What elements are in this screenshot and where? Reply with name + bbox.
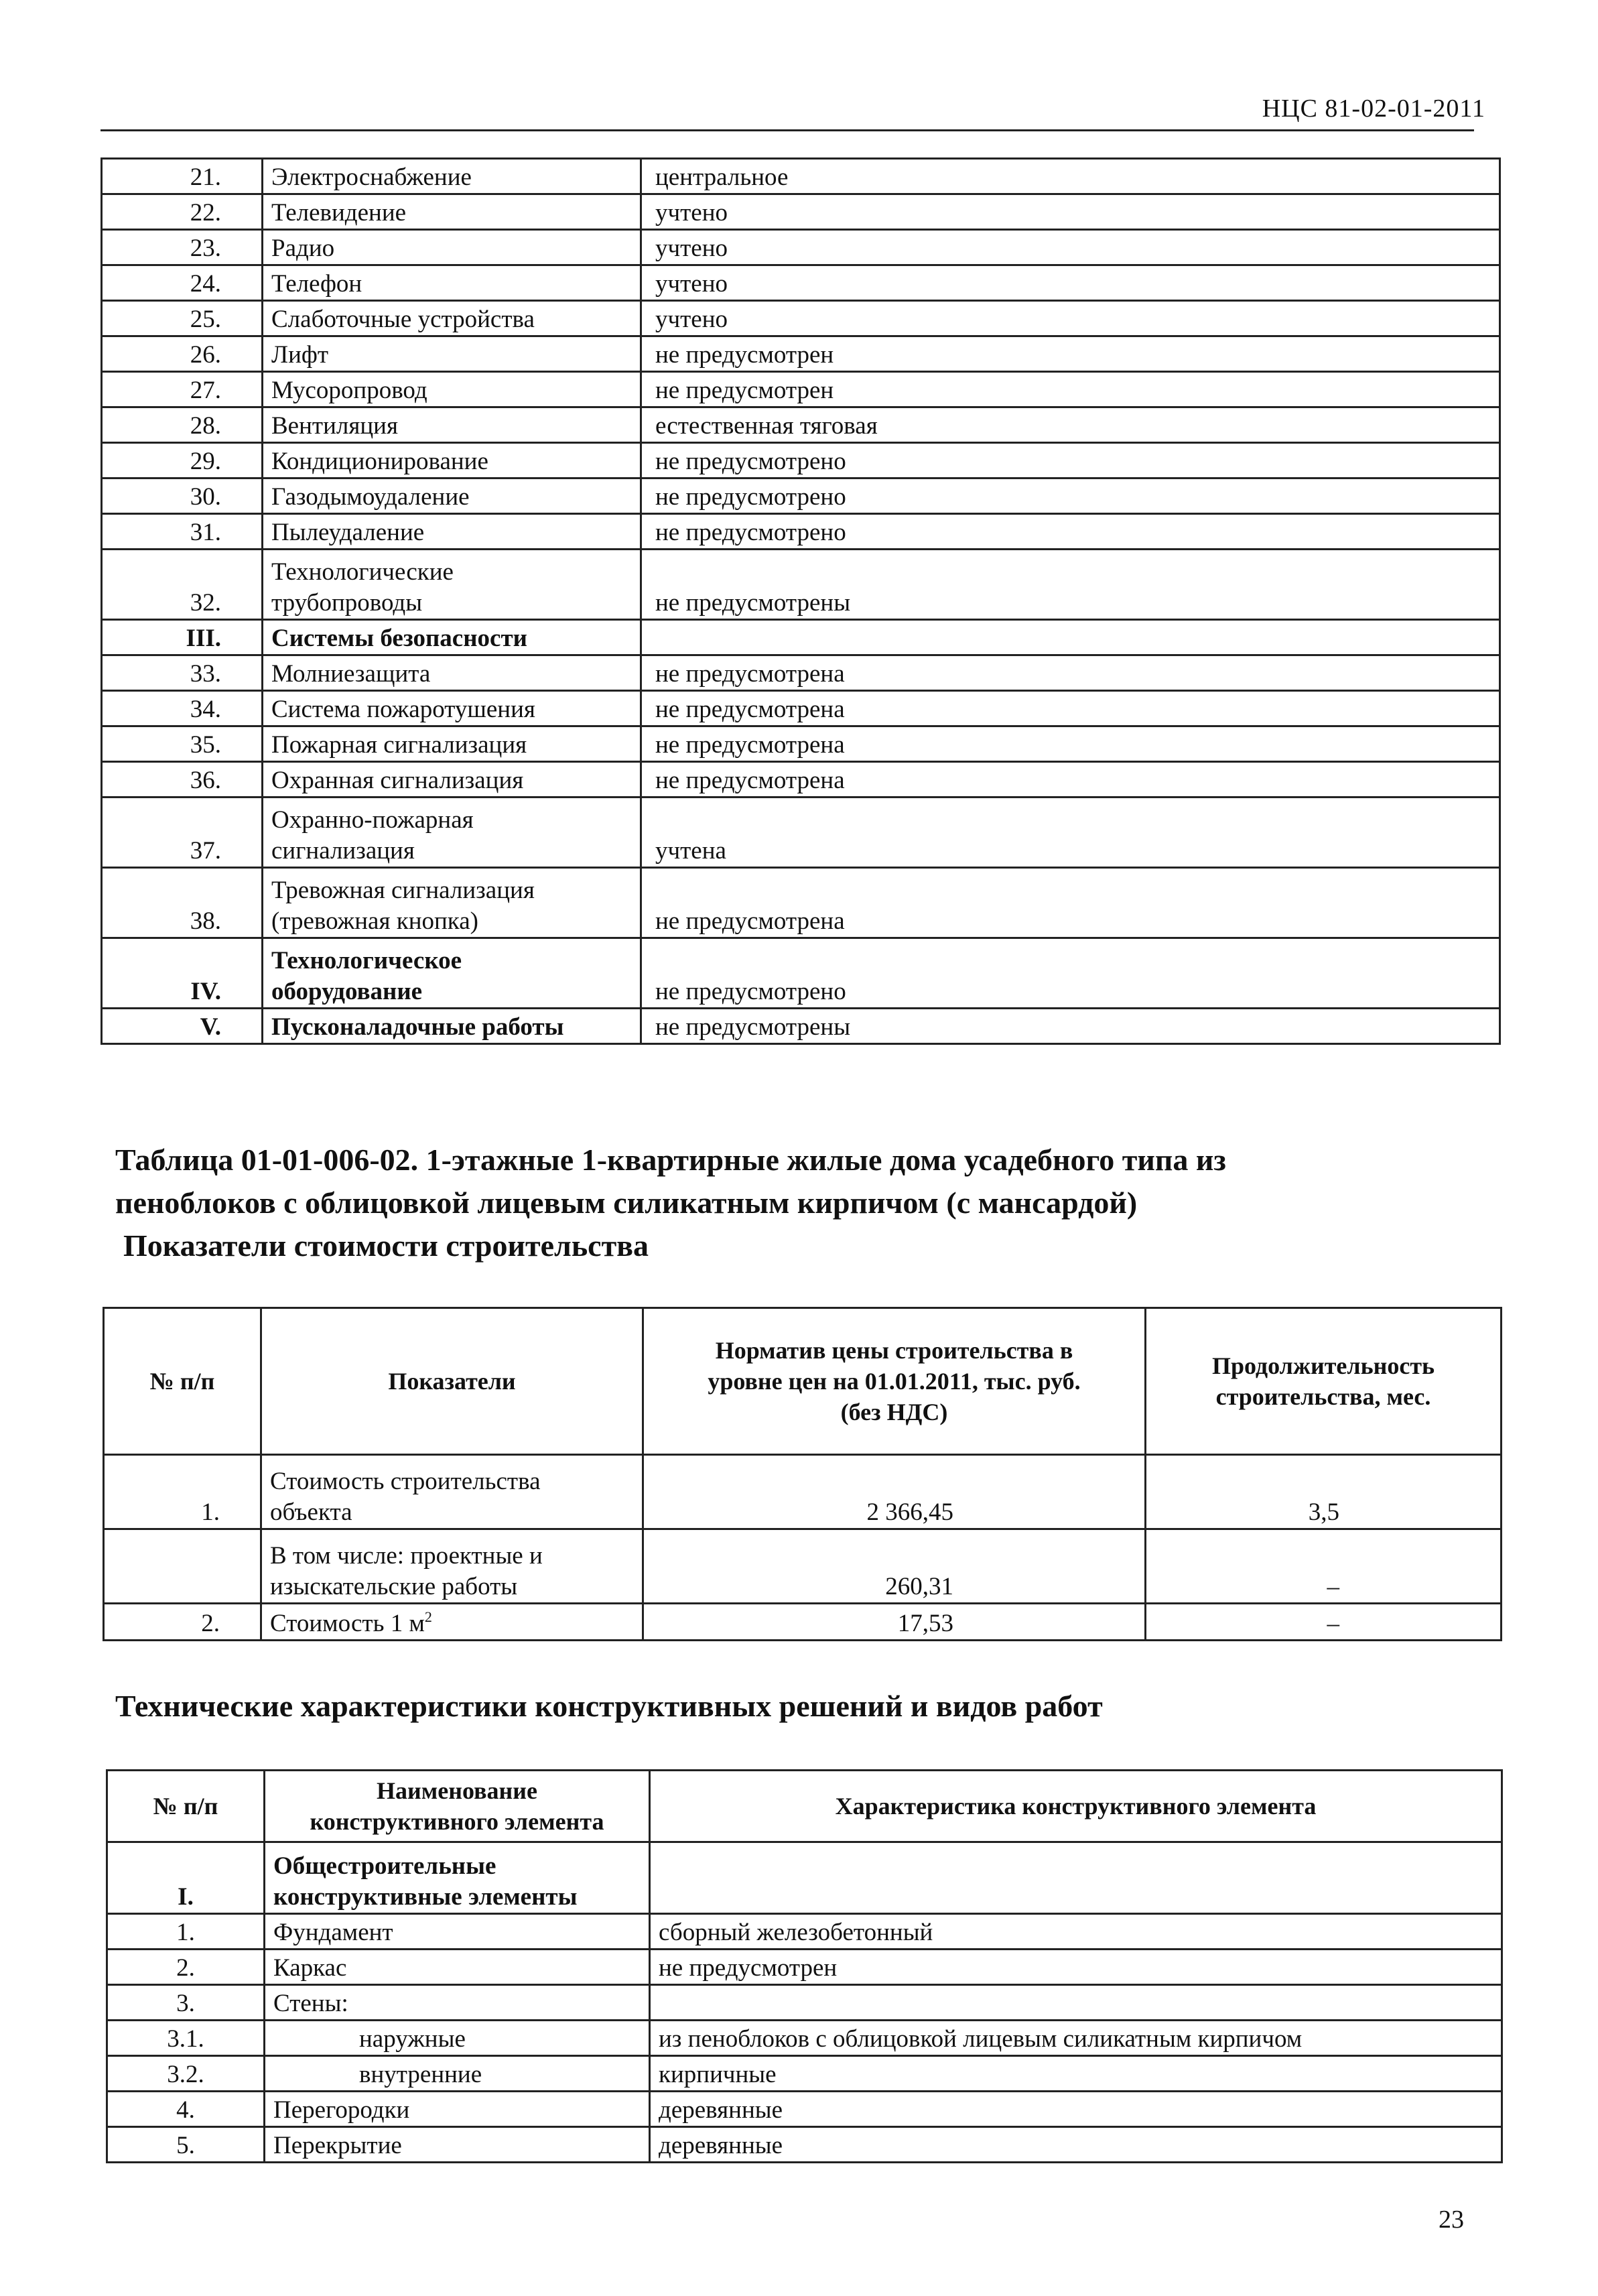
row-name xyxy=(273,1851,641,1913)
row-name-cell xyxy=(263,443,641,479)
row-name-text: Телевидение xyxy=(271,199,407,227)
table-row xyxy=(102,726,1500,762)
row-value xyxy=(641,514,1500,550)
table-title-line-2: пеноблоков с облицовкой лицевым силикатным кирпичом (с мансардой) xyxy=(115,1186,1138,1220)
row-value-text: учтено xyxy=(655,235,728,262)
table-row xyxy=(102,1009,1500,1044)
row-number-text: V. xyxy=(200,1013,221,1041)
row-name xyxy=(271,233,632,264)
row-value-text: не предусмотрен xyxy=(659,1954,838,1982)
row-name xyxy=(271,198,632,229)
row-number xyxy=(102,514,263,550)
row-name-line-2: объекта xyxy=(270,1498,352,1526)
row-duration: – xyxy=(1146,1529,1502,1604)
row-value xyxy=(650,1914,1502,1950)
table-row xyxy=(104,1455,1502,1529)
table-row xyxy=(102,194,1500,230)
row-number xyxy=(102,301,263,336)
row-number: 2. xyxy=(104,1604,261,1641)
row-number xyxy=(104,1529,261,1604)
row-value xyxy=(641,372,1500,407)
row-value xyxy=(641,336,1500,372)
row-name-cell xyxy=(263,868,641,938)
row-name xyxy=(271,304,632,335)
row-name-text: Фундамент xyxy=(273,1919,393,1946)
row-value xyxy=(641,230,1500,265)
row-number xyxy=(102,655,263,691)
row-number xyxy=(102,762,263,798)
row-number xyxy=(107,1950,265,1985)
row-number xyxy=(102,372,263,407)
row-number-text: 34. xyxy=(190,696,221,723)
col-header-element-name xyxy=(265,1771,650,1842)
col-header-duration xyxy=(1146,1308,1502,1455)
col-header-number: № п/п xyxy=(107,1771,265,1842)
row-number-text: 31. xyxy=(190,519,221,546)
table-row xyxy=(102,372,1500,407)
row-value-text: не предусмотрена xyxy=(655,660,845,688)
row-duration: – xyxy=(1146,1604,1502,1641)
row-value-text: не предусмотрена xyxy=(655,696,845,723)
row-name-cell xyxy=(263,301,641,336)
table-row xyxy=(107,2056,1502,2092)
row-number xyxy=(102,798,263,868)
row-name-line-2: сигнализация xyxy=(271,837,415,865)
row-name xyxy=(271,411,632,442)
row-number xyxy=(102,1009,263,1044)
col-header-number: № п/п xyxy=(104,1308,261,1455)
table-row xyxy=(102,407,1500,443)
row-name-cell xyxy=(263,1009,641,1044)
row-value-text: не предусмотрено xyxy=(655,448,846,475)
row-value-text: не предусмотрен xyxy=(655,377,834,404)
row-number xyxy=(102,230,263,265)
row-name xyxy=(273,1917,641,1948)
row-value xyxy=(641,265,1500,301)
table-title-line-1: Таблица 01-01-006-02. 1-этажные 1-квартирные жилые дома усадебного типа из xyxy=(115,1143,1226,1177)
row-value-text: кирпичные xyxy=(659,2061,777,2088)
element-header-line-1: Наименование xyxy=(377,1777,537,1804)
row-value-text: не предусмотрено xyxy=(655,978,846,1005)
table-row xyxy=(102,620,1500,655)
row-name-text: Лифт xyxy=(271,341,329,369)
row-name-text: Пылеудаление xyxy=(271,519,425,546)
row-value xyxy=(650,1842,1502,1914)
row-name xyxy=(271,269,632,300)
table-row xyxy=(102,514,1500,550)
row-name-text: Охранная сигнализация xyxy=(271,767,524,794)
row-name-line-1: Технологическое xyxy=(271,947,462,974)
row-name-line-2: конструктивные элементы xyxy=(273,1883,578,1911)
row-number xyxy=(107,2021,265,2056)
row-number xyxy=(107,1914,265,1950)
row-number xyxy=(102,691,263,726)
row-number-text: 3. xyxy=(176,1990,195,2017)
row-number xyxy=(107,2056,265,2092)
row-name-cell xyxy=(263,798,641,868)
row-number xyxy=(102,726,263,762)
element-header-line-2: конструктивного элемента xyxy=(310,1808,604,1835)
table-row xyxy=(104,1529,1502,1604)
row-name xyxy=(359,2059,641,2090)
row-name-line-1: Охранно-пожарная xyxy=(271,806,474,834)
table-row xyxy=(102,691,1500,726)
row-name-line-2: (тревожная кнопка) xyxy=(271,907,478,935)
row-number xyxy=(102,336,263,372)
table-row xyxy=(102,655,1500,691)
row-name-text: внутренние xyxy=(359,2061,482,2088)
row-number-text: 32. xyxy=(190,589,221,617)
row-value-text: учтено xyxy=(655,199,728,227)
row-number xyxy=(102,550,263,620)
row-value-text: не предусмотрены xyxy=(655,589,851,617)
header-rule xyxy=(101,129,1474,131)
row-number xyxy=(102,194,263,230)
row-name xyxy=(271,659,632,690)
row-name-text: Каркас xyxy=(273,1954,347,1982)
row-value xyxy=(641,159,1500,194)
row-name-cell xyxy=(263,938,641,1009)
row-value-text: учтено xyxy=(655,270,728,298)
construction-elements-table xyxy=(106,1769,1503,2163)
row-name-cell xyxy=(263,726,641,762)
row-name-text: Перекрытие xyxy=(273,2132,402,2159)
row-value-text: не предусмотрена xyxy=(655,907,845,935)
row-value xyxy=(641,550,1500,620)
table-row xyxy=(107,2127,1502,2163)
row-name xyxy=(271,517,632,548)
row-name-text: Молниезащита xyxy=(271,660,431,688)
row-name xyxy=(261,1529,643,1604)
row-name xyxy=(273,1988,641,2019)
table-row xyxy=(102,798,1500,868)
row-value xyxy=(641,620,1500,655)
row-name xyxy=(271,730,632,761)
row-value xyxy=(641,479,1500,514)
row-value xyxy=(641,1009,1500,1044)
row-value xyxy=(641,938,1500,1009)
row-duration: 3,5 xyxy=(1146,1455,1502,1529)
row-name-text: Система пожаротушения xyxy=(271,696,535,723)
table-row xyxy=(102,443,1500,479)
row-name-line-2: трубопроводы xyxy=(271,589,423,617)
row-name-cell xyxy=(263,194,641,230)
row-name xyxy=(271,694,632,725)
row-number xyxy=(107,1985,265,2021)
row-name-text: Стены: xyxy=(273,1990,348,2017)
row-name xyxy=(359,2024,641,2055)
table-row xyxy=(102,479,1500,514)
row-name-cell xyxy=(263,336,641,372)
row-name-text: Пожарная сигнализация xyxy=(271,731,527,759)
row-name xyxy=(273,2095,641,2126)
row-number-text: 24. xyxy=(190,270,221,298)
row-value xyxy=(641,301,1500,336)
row-number xyxy=(102,620,263,655)
table-row xyxy=(102,265,1500,301)
row-name-cell xyxy=(263,655,641,691)
row-name-cell xyxy=(265,1914,650,1950)
row-value-text: не предусмотрено xyxy=(655,483,846,511)
row-name xyxy=(261,1455,643,1529)
row-number-text: 25. xyxy=(190,306,221,333)
row-number: 1. xyxy=(104,1455,261,1529)
row-name-line-2: изыскательские работы xyxy=(270,1573,518,1600)
row-name xyxy=(271,482,632,513)
engineering-systems-table xyxy=(101,157,1501,1045)
row-name xyxy=(271,623,632,654)
row-name-text: Телефон xyxy=(271,270,362,298)
row-value-text: естественная тяговая xyxy=(655,412,878,440)
table-row xyxy=(102,938,1500,1009)
row-name xyxy=(271,557,632,619)
row-value xyxy=(641,798,1500,868)
row-name-cell xyxy=(263,762,641,798)
row-name-text: Вентиляция xyxy=(271,412,398,440)
row-value-text: центральное xyxy=(655,164,789,191)
row-number-text: 3.1. xyxy=(167,2025,204,2053)
square-superscript: 2 xyxy=(424,1608,432,1625)
row-name-line-1: Технологические xyxy=(271,558,454,586)
row-number-text: 2. xyxy=(176,1954,195,1982)
row-name-text: Электроснабжение xyxy=(271,164,472,191)
row-name-cell xyxy=(265,2056,650,2092)
norm-header-line-1: Норматив цены строительства в xyxy=(715,1337,1073,1364)
row-name-cell xyxy=(263,159,641,194)
row-value-text: деревянные xyxy=(659,2132,783,2159)
row-name-cell xyxy=(263,691,641,726)
row-value: 2 366,45 xyxy=(643,1455,1146,1529)
row-value-text: сборный железобетонный xyxy=(659,1919,933,1946)
row-name-text: Кондиционирование xyxy=(271,448,488,475)
table-row xyxy=(107,1842,1502,1914)
row-value xyxy=(641,407,1500,443)
row-number-text: 4. xyxy=(176,2096,195,2124)
row-number xyxy=(102,159,263,194)
row-number xyxy=(102,407,263,443)
row-number xyxy=(102,868,263,938)
row-number xyxy=(107,1842,265,1914)
row-name xyxy=(271,946,632,1007)
row-name-cell xyxy=(265,2127,650,2163)
row-value-text: учтена xyxy=(655,837,726,865)
norm-header-line-2: уровне цен на 01.01.2011, тыс. руб. xyxy=(708,1368,1081,1395)
row-number-text: 1. xyxy=(176,1919,195,1946)
row-value-text: учтено xyxy=(655,306,728,333)
row-value xyxy=(650,1950,1502,1985)
row-value xyxy=(650,1985,1502,2021)
page-number: 23 xyxy=(1439,2206,1464,2234)
row-number-text: 21. xyxy=(190,164,221,191)
row-name-cell xyxy=(263,514,641,550)
col-header-indicators: Показатели xyxy=(261,1308,643,1455)
row-value: 260,31 xyxy=(643,1529,1146,1604)
row-value-text: из пеноблоков с облицовкой лицевым силикатным кирпичом xyxy=(659,2025,1303,2053)
row-name-text: Радио xyxy=(271,235,335,262)
row-number-text: IV. xyxy=(190,978,221,1005)
row-number-text: 22. xyxy=(190,199,221,227)
row-value xyxy=(641,443,1500,479)
duration-header-line-1: Продолжительность xyxy=(1211,1352,1435,1379)
row-value-text: не предусмотрена xyxy=(655,731,845,759)
row-name-cell xyxy=(263,620,641,655)
row-number-text: 30. xyxy=(190,483,221,511)
row-number-text: 23. xyxy=(190,235,221,262)
row-name-text: Системы безопасности xyxy=(271,625,527,652)
table-row xyxy=(102,762,1500,798)
row-name xyxy=(271,446,632,477)
row-name xyxy=(271,875,632,937)
table-row xyxy=(102,159,1500,194)
row-value xyxy=(641,655,1500,691)
row-number-text: 28. xyxy=(190,412,221,440)
table-row xyxy=(104,1604,1502,1641)
table-row xyxy=(107,1985,1502,2021)
row-name-text: Мусоропровод xyxy=(271,377,427,404)
row-name-cell xyxy=(265,2021,650,2056)
row-number-text: 38. xyxy=(190,907,221,935)
table-row xyxy=(102,230,1500,265)
row-name xyxy=(261,1604,643,1641)
row-value xyxy=(650,2127,1502,2163)
row-name xyxy=(273,2130,641,2161)
row-name-cell xyxy=(265,2092,650,2127)
row-name-line-1: В том числе: проектные и xyxy=(270,1542,543,1570)
col-header-characteristic: Характеристика конструктивного элемента xyxy=(650,1771,1502,1842)
cost-table-header-row xyxy=(104,1308,1502,1455)
row-number xyxy=(102,443,263,479)
row-value-text: не предусмотрены xyxy=(655,1013,851,1041)
row-name xyxy=(271,1012,632,1043)
row-name-text: наружные xyxy=(359,2025,466,2053)
row-value-text: не предусмотрено xyxy=(655,519,846,546)
row-value-text: не предусмотрена xyxy=(655,767,845,794)
row-number xyxy=(107,2127,265,2163)
row-name-line-1: Тревожная сигнализация xyxy=(271,877,535,904)
row-number-text: 35. xyxy=(190,731,221,759)
row-name-text: Слаботочные устройства xyxy=(271,306,535,333)
row-number-text: 5. xyxy=(176,2132,195,2159)
table-row xyxy=(102,550,1500,620)
row-value xyxy=(641,194,1500,230)
row-name-text: Пусконаладочные работы xyxy=(271,1013,564,1041)
row-name-cell xyxy=(265,1842,650,1914)
row-name-cell xyxy=(265,1985,650,2021)
row-name-cell xyxy=(265,1950,650,1985)
table-row xyxy=(102,301,1500,336)
row-value xyxy=(650,2021,1502,2056)
row-name-cell xyxy=(263,372,641,407)
row-number-text: 33. xyxy=(190,660,221,688)
row-number-text: 37. xyxy=(190,837,221,865)
row-name-line-1: Стоимость строительства xyxy=(270,1468,541,1495)
row-name xyxy=(271,340,632,371)
norm-header-line-3: (без НДС) xyxy=(840,1399,948,1425)
row-number-text: 36. xyxy=(190,767,221,794)
tech-table-header-row xyxy=(107,1771,1502,1842)
row-number-text: I. xyxy=(178,1883,194,1911)
row-name-cell xyxy=(263,479,641,514)
row-value xyxy=(641,691,1500,726)
row-number-text: 27. xyxy=(190,377,221,404)
row-name-cell xyxy=(263,550,641,620)
table-row xyxy=(107,2021,1502,2056)
row-name-cell xyxy=(263,230,641,265)
table-row xyxy=(107,2092,1502,2127)
row-number xyxy=(102,265,263,301)
table-subtitle: Показатели стоимости строительства xyxy=(123,1228,649,1263)
row-value xyxy=(641,762,1500,798)
document-code: НЦС 81-02-01-2011 xyxy=(1262,94,1485,123)
row-name-cell xyxy=(263,265,641,301)
table-row xyxy=(102,336,1500,372)
row-number-text: 3.2. xyxy=(167,2061,204,2088)
row-name xyxy=(271,162,632,193)
table-row xyxy=(107,1950,1502,1985)
row-value: 17,53 xyxy=(643,1604,1146,1641)
row-number-text: 29. xyxy=(190,448,221,475)
row-name xyxy=(273,1953,641,1984)
row-number xyxy=(107,2092,265,2127)
row-value xyxy=(641,726,1500,762)
row-number xyxy=(102,479,263,514)
row-number xyxy=(102,938,263,1009)
tech-section-title: Технические характеристики конструктивных решений и видов работ xyxy=(115,1689,1103,1723)
row-name xyxy=(271,375,632,406)
row-value xyxy=(641,868,1500,938)
table-row xyxy=(107,1914,1502,1950)
row-number-text: 26. xyxy=(190,341,221,369)
row-name xyxy=(271,765,632,796)
row-name xyxy=(271,805,632,867)
row-number-text: III. xyxy=(186,625,221,652)
row-value-text: не предусмотрен xyxy=(655,341,834,369)
row-name-cell xyxy=(263,407,641,443)
row-name-line-2: оборудование xyxy=(271,978,423,1005)
col-header-norm xyxy=(643,1308,1146,1455)
row-value xyxy=(650,2092,1502,2127)
cost-indicators-table xyxy=(103,1307,1502,1641)
row-name-text: Стоимость 1 м xyxy=(270,1610,425,1637)
row-name-text: Перегородки xyxy=(273,2096,410,2124)
row-value xyxy=(650,2056,1502,2092)
row-value-text: деревянные xyxy=(659,2096,783,2124)
row-name-line-1: Общестроительные xyxy=(273,1852,496,1880)
duration-header-line-2: строительства, мес. xyxy=(1215,1383,1431,1410)
table-row xyxy=(102,868,1500,938)
row-name-text: Газодымоудаление xyxy=(271,483,470,511)
